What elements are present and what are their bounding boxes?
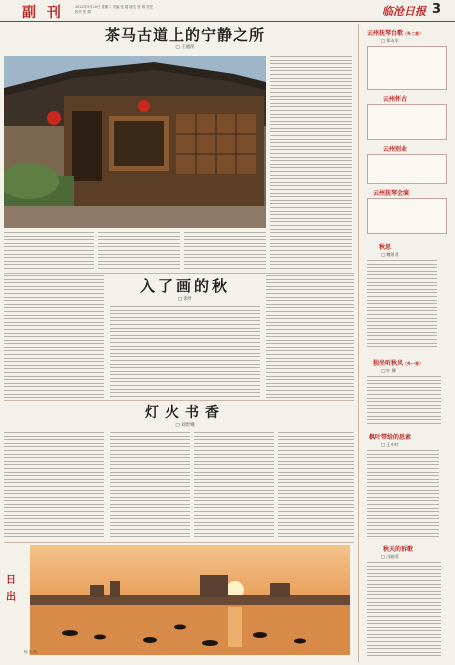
poem-text-block <box>367 450 439 540</box>
article-text-block <box>270 56 352 272</box>
author-prefix-icon: □ <box>381 368 387 373</box>
old-town-photo <box>4 56 266 228</box>
sidebar-heading: 秋天的诉歌 <box>383 546 414 553</box>
author-prefix-icon: □ <box>177 297 184 302</box>
sidebar-heading: 独坐听秋风（外一首） <box>373 360 424 367</box>
article-text-block <box>110 306 260 400</box>
article-text-block <box>4 432 104 540</box>
sidebar-heading: 云州抚琴台歌（外二首） <box>367 30 424 37</box>
sidebar-heading: 云州抚琴会演 <box>373 190 410 197</box>
sidebar-author: □ 王中红 <box>381 442 399 447</box>
poem-text-block <box>367 376 441 426</box>
section-divider <box>4 273 354 274</box>
sunset-swans-photo <box>30 545 350 655</box>
article-text-block <box>110 432 190 540</box>
section-divider <box>4 542 354 543</box>
issue-date: 2022年9月20日 星期二 责编 张 娟 版式 张 娟 责任 校对 张 娟 <box>75 5 153 14</box>
sidebar-author: □ 叶 柳 <box>381 368 397 373</box>
sidebar-heading: 云州怀古 <box>383 96 408 103</box>
author-prefix-icon: □ <box>175 45 182 50</box>
article-text-block <box>98 232 180 270</box>
article-text-block <box>266 275 354 400</box>
author-prefix-icon: □ <box>381 554 387 559</box>
third-article-title: 灯火书香 <box>145 405 225 421</box>
second-article-author: □ 余叶 <box>177 297 193 302</box>
poem-text-block <box>367 562 441 660</box>
sidebar-author: □ 郑永军 <box>381 38 399 43</box>
sidebar-author: □ 冯晓菲 <box>381 554 399 559</box>
article-text-block <box>278 432 354 540</box>
article-text-block <box>194 432 274 540</box>
main-article-author: □ 王丽萍 <box>175 45 195 50</box>
article-text-block <box>4 275 104 400</box>
section-divider <box>4 400 354 401</box>
author-prefix-icon: □ <box>381 38 387 43</box>
poetry-sidebar <box>358 24 452 662</box>
photo-caption-label: 日出 <box>6 575 16 603</box>
poem-box <box>367 154 447 184</box>
sidebar-heading: 云州别业 <box>383 146 408 153</box>
poem-text-block <box>367 260 437 350</box>
author-prefix-icon: □ <box>381 442 387 447</box>
sidebar-author: □ 魏景君 <box>381 252 399 257</box>
page-number: 3 <box>432 2 442 17</box>
newspaper-name: 临沧日报 <box>382 5 426 18</box>
poem-box <box>367 46 447 90</box>
poem-box <box>367 198 447 234</box>
masthead <box>0 0 455 22</box>
section-title: 副 刊 <box>22 5 64 21</box>
second-article-title: 入了画的秋 <box>139 277 230 295</box>
main-article-title: 茶马古道上的宁静之所 <box>104 26 265 44</box>
photo-credit: 杨 庆 摄 <box>24 650 37 654</box>
third-article-author: □ 刘贵娥 <box>175 423 195 428</box>
poem-box <box>367 104 447 140</box>
sidebar-heading: 枫叶带给的思索 <box>369 434 412 441</box>
article-text-block <box>184 232 266 270</box>
author-prefix-icon: □ <box>175 423 182 428</box>
article-text-block <box>4 232 94 270</box>
sidebar-heading: 秋思 <box>379 244 392 251</box>
author-prefix-icon: □ <box>381 252 387 257</box>
